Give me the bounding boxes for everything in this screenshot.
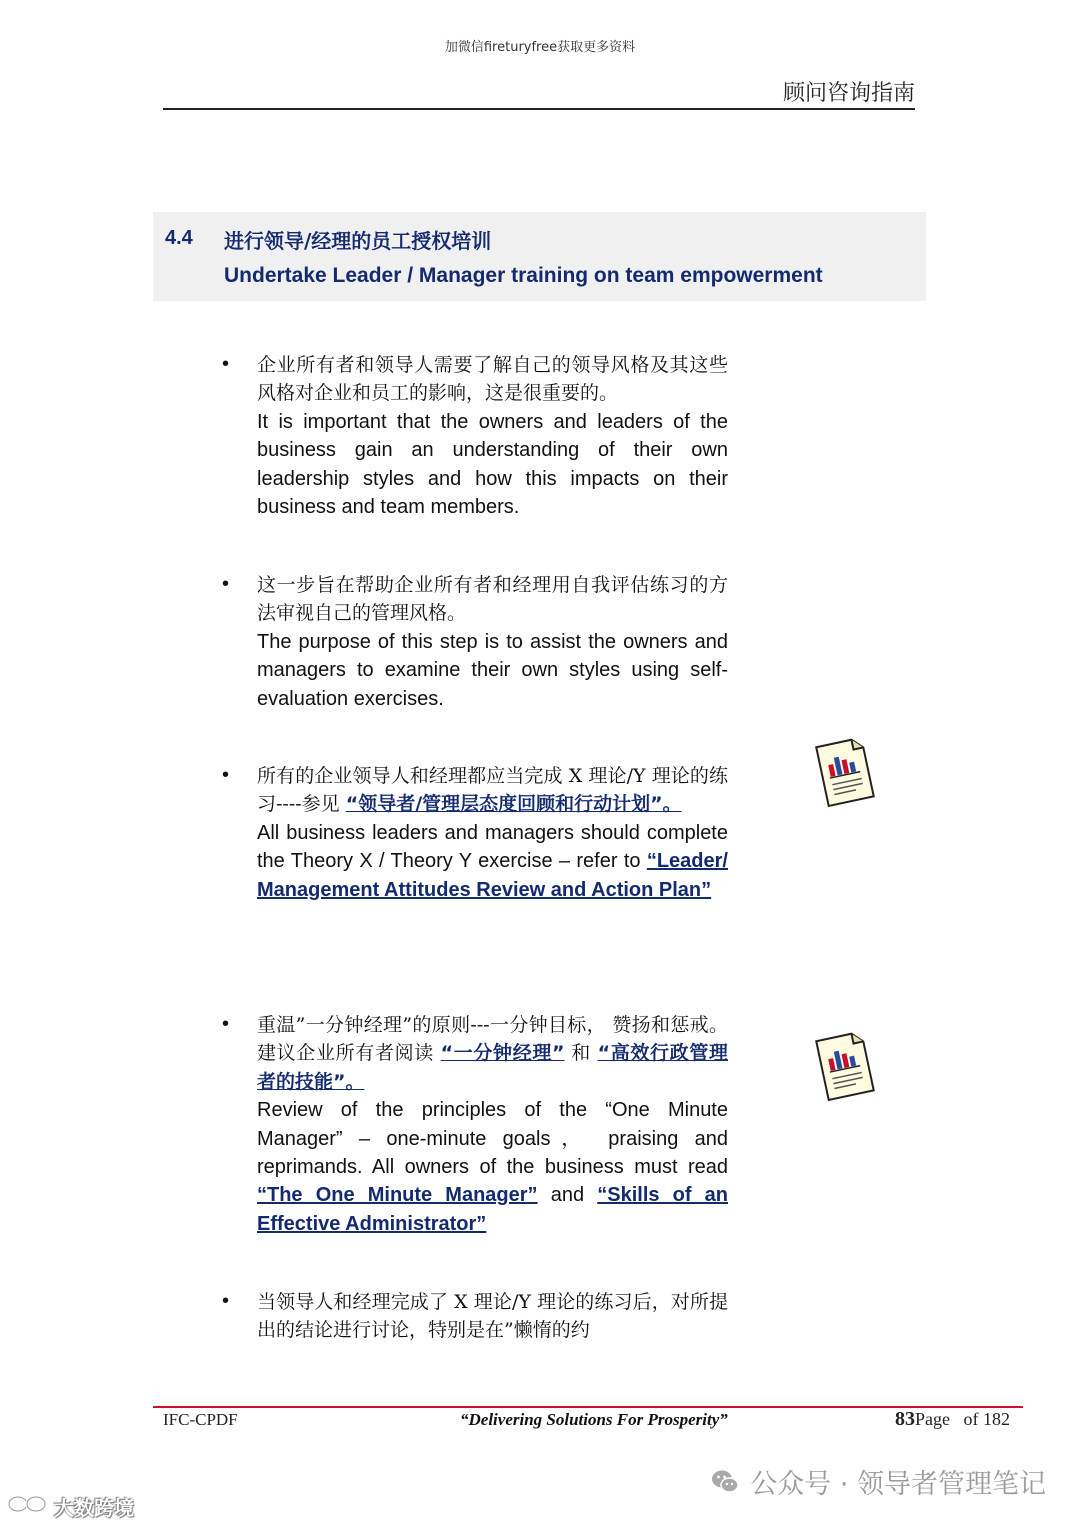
item-text-en: It is important that the owners and leaders of the business gain an understanding of their own leadership styles and how this impacts on their business and team members. — [257, 410, 728, 519]
document-chart-icon — [812, 1030, 876, 1102]
one-minute-manager-link[interactable]: “The One Minute Manager” — [257, 1184, 538, 1207]
item-text-en-pre: Review of the principles of the “One Minute Manager” – one-minute goals， praising and reprimands. All owners of the business must read — [257, 1099, 728, 1179]
attitudes-review-link[interactable]: “Leader/ Management Attitudes Review and Action Plan” — [257, 850, 728, 901]
effective-administrator-link-zh[interactable]: “高效行政管理者的技能”。 — [257, 1042, 728, 1093]
item-text-zh-pre: 重温”一分钟经理”的原则---一分钟目标， 赞扬和惩戒。 建议企业所有者阅读 — [257, 1014, 728, 1065]
item-text-en — [257, 1096, 728, 1238]
brand-watermark — [6, 1492, 134, 1521]
item-text-zh-mid: 和 — [571, 1042, 591, 1065]
page-label: Page — [915, 1409, 950, 1429]
section-title-en: Undertake Leader / Manager training on team empowerment — [224, 264, 823, 287]
footer-slogan: “Delivering Solutions For Prosperity” — [460, 1410, 728, 1429]
item-text-zh — [257, 1011, 728, 1096]
list-item — [257, 1011, 728, 1238]
attitudes-review-link-zh[interactable]: “领导者/管理层态度回顾和行动计划”。 — [345, 793, 682, 816]
top-watermark: 加微信fireturyfree获取更多资料 — [444, 40, 636, 55]
page-header-title: 顾问咨询指南 — [782, 81, 915, 106]
item-text-zh: 当领导人和经理完成了 X 理论/Y 理论的练习后，对所提出的结论进行讨论，特别是在”懒惰的约 — [257, 1291, 728, 1342]
list-item — [257, 571, 728, 713]
item-text-zh: 这一步旨在帮助企业所有者和经理用自我评估练习的方法审视自己的管理风格。 — [257, 574, 728, 625]
header-divider — [163, 108, 915, 110]
item-text-en-pre: All business leaders and managers should complete the Theory X / Theory Y exercise – refer to — [257, 821, 728, 873]
wechat-icon — [710, 1467, 740, 1497]
wechat-watermark — [710, 1462, 1046, 1501]
brand-logo-icon — [6, 1493, 50, 1520]
item-text-en — [257, 819, 728, 904]
item-text-zh: 企业所有者和领导人需要了解自己的领导风格及其这些风格对企业和员工的影响，这是很重要的。 — [257, 354, 728, 405]
wechat-account-text: 公众号 · 领导者管理笔记 — [750, 1469, 1046, 1500]
footer-divider — [153, 1406, 1023, 1408]
bullet-3: • — [222, 764, 230, 786]
item-text-en: The purpose of this step is to assist the owners and managers to examine their own styles using self-evaluation exercises. — [257, 630, 728, 710]
page-number: 83 — [895, 1408, 915, 1430]
brand-text: 大数跨境 — [54, 1496, 134, 1520]
item-text-en-mid: and — [550, 1184, 585, 1207]
bullet-2: • — [222, 573, 230, 595]
document-chart-icon — [812, 736, 876, 808]
effective-administrator-link[interactable]: “Skills of an Effective Administrator” — [257, 1184, 729, 1235]
section-title-zh: 进行领导/经理的员工授权培训 — [224, 229, 492, 253]
footer-org: IFC-CPDF — [163, 1410, 238, 1429]
footer-page-info — [895, 1408, 1010, 1431]
one-minute-manager-link-zh[interactable]: “一分钟经理” — [440, 1042, 565, 1065]
page-total: of 182 — [963, 1409, 1010, 1429]
bullet-1: • — [222, 353, 230, 375]
bullet-5: • — [222, 1290, 230, 1312]
list-item — [257, 351, 728, 521]
list-item — [257, 1288, 728, 1345]
item-text-zh-pre: 所有的企业领导人和经理都应当完成 X 理论/Y 理论的练习----参见 — [257, 765, 728, 816]
item-text-zh — [257, 762, 728, 819]
section-number: 4.4 — [165, 227, 193, 249]
bullet-4: • — [222, 1013, 230, 1035]
list-item — [257, 762, 728, 904]
